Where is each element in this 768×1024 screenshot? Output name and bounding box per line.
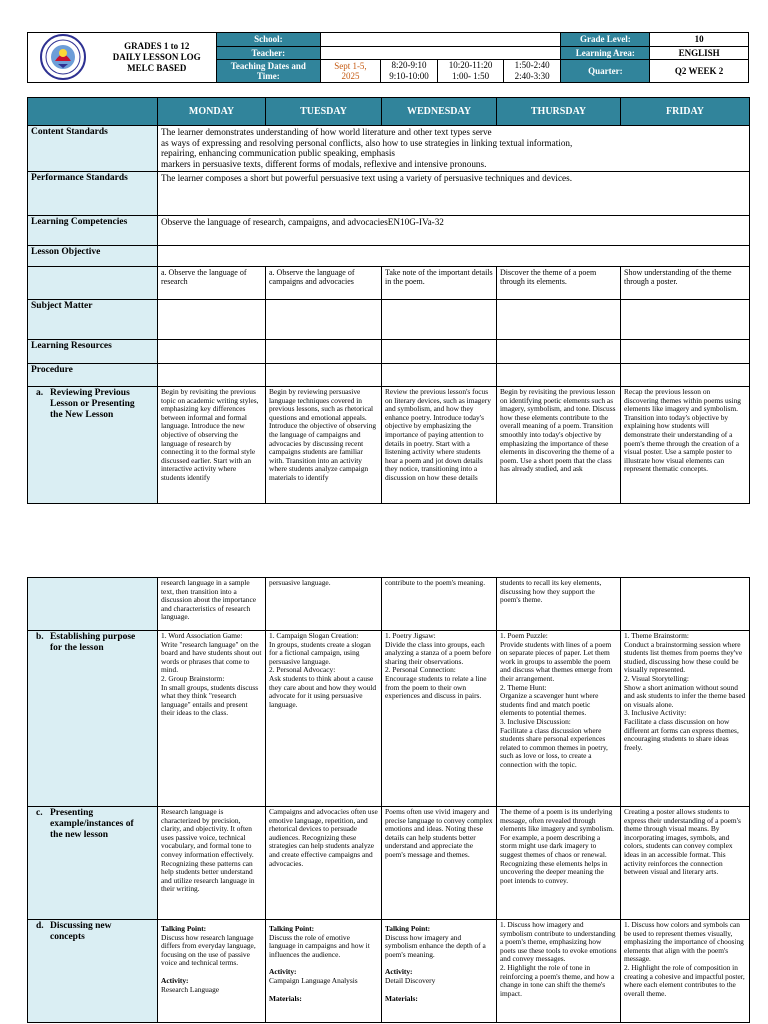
presenting-thursday — [497, 807, 621, 920]
day-header-wednesday: WEDNESDAY — [382, 98, 497, 126]
lesson-objective-label: Lesson Objective — [28, 246, 158, 267]
procedure-friday — [621, 364, 750, 387]
talking-point-tuesday: Discuss the role of emotive language in campaigns and how it influences the audience. — [269, 932, 370, 959]
presenting-letter: c. — [36, 808, 43, 818]
content-standards-text: The learner demonstrates understanding of how world literature and other text types serve as ways of expressing and resolving personal conflicts, also how to use strategies in linking textual information, repairing, enhancing communication public speaking, emphasis markers in persuasive texts, different forms of modals, reflexive and intensive pronouns. — [158, 126, 750, 172]
discussing-label — [28, 920, 158, 1023]
presenting-monday — [158, 807, 266, 920]
lesson-objective-label-spacer — [28, 267, 158, 300]
time-2: 9:10-10:00 — [389, 71, 429, 81]
objective-wednesday: Take note of the important details in the poem. — [382, 267, 497, 300]
talking-point-monday: Discuss how research language differs from everyday language, focusing on the use of passive voice and technical terms. — [161, 932, 256, 968]
activity-tuesday: Campaign Language Analysis — [269, 975, 358, 985]
time-3: 10:20-11:20 — [448, 60, 493, 70]
day-header-monday: MONDAY — [158, 98, 266, 126]
reviewing-continued-label — [28, 578, 158, 631]
establishing-tuesday — [266, 631, 382, 807]
learning-resources-thursday — [497, 340, 621, 364]
performance-standards-text: The learner composes a short but powerful persuasive text using a variety of persuasive techniques and devices. — [158, 172, 750, 216]
deped-seal-icon — [40, 34, 86, 80]
activity-monday: Research Language — [161, 984, 220, 994]
presenting-tuesday-text: Campaigns and advocacies often use emotive language, repetition, and rhetorical devices to persuade audiences. Recognizing these strategies can help students analyze and create effective campaigns and advocacies. — [269, 808, 378, 868]
reviewing-cont-thursday — [497, 578, 621, 631]
discussing-wednesday — [382, 920, 497, 1023]
reviewing-cont-monday-text: research language in a sample text, then transition into a discussion about the importance and characteristics of research language. — [161, 579, 257, 622]
talking-point-wednesday: Discuss how imagery and symbolism enhance the depth of a poem's meaning. — [385, 932, 486, 959]
talking-point-label-wednesday: Talking Point: — [385, 924, 431, 933]
reviewing-thursday — [497, 387, 621, 504]
presenting-wednesday-text: Poems often use vivid imagery and precise language to convey complex emotions and ideas. Noting these details can help students better understand and appreciate the poem's message and themes. — [385, 808, 493, 859]
discussing-friday-text: 1. Discuss how colors and symbols can be used to represent themes visually, emphasizing the importance of choosing elements that align with the poem's message. 2. Highlight the role of composition in creating a cohesive and impactful poster, where each element contributes to the overall theme. — [624, 921, 745, 998]
talking-point-label-tuesday: Talking Point: — [269, 924, 315, 933]
objective-monday: a. Observe the language of research — [158, 267, 266, 300]
quarter-label: Quarter: — [561, 60, 650, 83]
learning-resources-friday — [621, 340, 750, 364]
learning-competencies-text: Observe the language of research, campaigns, and advocaciesEN10G-IVa-32 — [158, 216, 750, 246]
time-5: 1:50-2:40 — [514, 60, 550, 70]
title-line-2: DAILY LESSON LOG — [112, 52, 201, 62]
performance-standards-label: Performance Standards — [28, 172, 158, 216]
reviewing-cont-tuesday — [266, 578, 382, 631]
learning-competencies-label: Learning Competencies — [28, 216, 158, 246]
reviewing-cont-wednesday-text: contribute to the poem's meaning. — [385, 579, 486, 587]
activity-label-tuesday: Activity: — [269, 967, 297, 977]
learning-area-value: ENGLISH — [650, 46, 749, 60]
reviewing-wednesday-text: Review the previous lesson's focus on literary devices, such as imagery and symbolism, and how they enhance poetry. Introduce today's objective by emphasizing the importance of paying attention to details in poetry. Start with a listening activity where students hear a poem and jot down details they notice, transitioning into a discussion on how these details — [385, 388, 491, 482]
content-standards-label: Content Standards — [28, 126, 158, 172]
discussing-letter: d. — [36, 921, 44, 931]
reviewing-monday — [158, 387, 266, 504]
establishing-wednesday-text: 1. Poetry Jigsaw: Divide the class into groups, each analyzing a stanza of a poem before sharing their observations. 2. Personal Connection: Encourage students to relate a line from the poem to their own experiences and discuss in pairs. — [385, 632, 492, 701]
presenting-friday — [621, 807, 750, 920]
activity-wednesday: Detail Discovery — [385, 975, 436, 985]
establishing-label — [28, 631, 158, 807]
discussing-tuesday — [266, 920, 382, 1023]
establishing-friday — [621, 631, 750, 807]
title-line-3: MELC BASED — [127, 63, 187, 73]
time-6: 2:40-3:30 — [514, 71, 550, 81]
procedure-monday — [158, 364, 266, 387]
procedure-label: Procedure — [28, 364, 158, 387]
day-header-tuesday: TUESDAY — [266, 98, 382, 126]
learning-resources-wednesday — [382, 340, 497, 364]
discussing-thursday-text: 1. Discuss how imagery and symbolism contribute to understanding a poem's theme, emphasizing how poets use these tools to evoke emotions and convey messages. 2. Highlight the role of tone in reinforcing a poem's theme, and how a change in tone can shift the theme's impact. — [500, 921, 617, 998]
school-label: School: — [216, 33, 321, 47]
time-1: 8:20-9:10 — [391, 60, 427, 70]
reviewing-cont-wednesday — [382, 578, 497, 631]
establishing-friday-text: 1. Theme Brainstorm: Conduct a brainstorming session where students list themes from poems they've studied, discussing how these could be visually represented. 2. Visual Storytelling: Show a short animation without sound and ask students to infer the theme based on visuals alone. 3. Inclusive Activity: Facilitate a class discussion on how different art forms can express themes, encouraging students to share ideas freely. — [624, 632, 746, 752]
presenting-text: Presenting example/instances of the new lesson — [50, 808, 134, 840]
teaching-dates-label: Teaching Dates and Time: — [216, 60, 321, 83]
reviewing-cont-thursday-text: students to recall its key elements, discussing how they support the poem's theme. — [500, 579, 602, 605]
day-header-friday: FRIDAY — [621, 98, 750, 126]
grade-level-value: 10 — [650, 33, 749, 47]
day-header-blank — [28, 98, 158, 126]
activity-label-monday: Activity: — [161, 975, 189, 985]
presenting-monday-text: Research language is characterized by precision, clarity, and objectivity. It often uses passive voice, technical vocabulary, and formal tone to convey information effectively. Recognizing these patterns can help students better understand and utilize research language in their writing. — [161, 808, 255, 894]
title-line-1: GRADES 1 to 12 — [124, 41, 190, 51]
schedule-slot-2 — [438, 60, 504, 83]
lesson-log-table-page-2 — [27, 577, 750, 1023]
teacher-value — [321, 46, 561, 60]
presenting-thursday-text: The theme of a poem is its underlying message, often revealed through elements like imagery and symbolism. For example, a poem describing a storm might use dark imagery to suggest themes of chaos or renewal. Recognizing these elements helps in uncovering the deeper meaning the poet intends to convey. — [500, 808, 614, 885]
procedure-tuesday — [266, 364, 382, 387]
procedure-wednesday — [382, 364, 497, 387]
subject-matter-thursday — [497, 300, 621, 340]
discussing-friday — [621, 920, 750, 1023]
learning-resources-monday — [158, 340, 266, 364]
establishing-monday — [158, 631, 266, 807]
reviewing-cont-friday-text — [624, 579, 746, 629]
time-4: 1:00- 1:50 — [451, 71, 490, 81]
establishing-monday-text: 1. Word Association Game: Write "research language" on the board and have students shout out words or phrases that come to mind. 2. Group Brainstorm: In small groups, students discuss what they think "research language" entails and present their ideas to the class. — [161, 632, 262, 718]
discussing-text: Discussing new concepts — [50, 921, 112, 942]
teacher-label: Teacher: — [216, 46, 321, 60]
lesson-objective-blank — [158, 246, 750, 267]
reviewing-friday — [621, 387, 750, 504]
header-table — [27, 32, 749, 83]
reviewing-text: Reviewing Previous Lesson or Presenting the New Lesson — [50, 388, 135, 420]
materials-label-wednesday: Materials: — [385, 993, 418, 1003]
presenting-tuesday — [266, 807, 382, 920]
reviewing-monday-text: Begin by revisiting the previous topic on academic writing styles, emphasizing key differences between informal and formal language. Introduce the new objective of observing the language of research by connecting it to the formal style discussed earlier. Start with an interactive activity where students identify — [161, 388, 259, 482]
talking-point-label-monday: Talking Point: — [161, 924, 207, 933]
reviewing-tuesday — [266, 387, 382, 504]
subject-matter-friday — [621, 300, 750, 340]
discussing-thursday — [497, 920, 621, 1023]
procedure-thursday — [497, 364, 621, 387]
dll-title — [98, 33, 216, 83]
learning-resources-tuesday — [266, 340, 382, 364]
reviewing-tuesday-text: Begin by reviewing persuasive language techniques covered in previous lessons, such as rhetorical questions and emotional appeals. Introduce the objective of observing the language of campaigns and advocacies by discussing recent campaigns students are familiar with. Transition into an activity where students analyze campaign materials to identify — [269, 388, 377, 482]
reviewing-cont-friday — [621, 578, 750, 631]
establishing-letter: b. — [36, 632, 44, 642]
objective-tuesday: a. Observe the language of campaigns and advocacies — [266, 267, 382, 300]
reviewing-letter: a. — [36, 388, 44, 398]
school-value — [321, 33, 561, 47]
subject-matter-monday — [158, 300, 266, 340]
objective-friday: Show understanding of the theme through a poster. — [621, 267, 750, 300]
objective-thursday: Discover the theme of a poem through its elements. — [497, 267, 621, 300]
teaching-dates-value: Sept 1-5, 2025 — [321, 60, 381, 83]
activity-label-wednesday: Activity: — [385, 967, 413, 977]
learning-area-label: Learning Area: — [561, 46, 650, 60]
presenting-friday-text: Creating a poster allows students to express their understanding of a poem's theme through visual means. By incorporating images, symbols, and colors, students can convey complex ideas in an accessible format. This activity reinforces the connection between visual and literary arts. — [624, 808, 741, 877]
subject-matter-wednesday — [382, 300, 497, 340]
reviewing-thursday-text: Begin by revisiting the previous lesson on identifying poetic elements such as imagery, symbolism, and tone. Discuss how these elements contribute to the overall meaning of a poem. Transition smoothly into today's objective by emphasizing the importance of these elements in discovering the theme of a poem. Use a short poem that the class has already studied, and ask — [500, 388, 616, 474]
reviewing-label — [28, 387, 158, 504]
grade-level-label: Grade Level: — [561, 33, 650, 47]
deped-seal — [28, 33, 98, 83]
establishing-text: Establishing purpose for the lesson — [50, 632, 136, 653]
learning-resources-label: Learning Resources — [28, 340, 158, 364]
quarter-value: Q2 WEEK 2 — [650, 60, 749, 83]
establishing-tuesday-text: 1. Campaign Slogan Creation: In groups, students create a slogan for a fictional campaign, using persuasive language. 2. Personal Advocacy: Ask students to think about a cause they care about and how they would advocate for it using persuasive language. — [269, 632, 377, 709]
schedule-slot-3 — [503, 60, 561, 83]
establishing-wednesday — [382, 631, 497, 807]
presenting-wednesday — [382, 807, 497, 920]
schedule-slot-1 — [380, 60, 438, 83]
establishing-thursday — [497, 631, 621, 807]
discussing-monday — [158, 920, 266, 1023]
lesson-log-table-page-1 — [27, 97, 750, 504]
reviewing-cont-monday — [158, 578, 266, 631]
reviewing-cont-tuesday-text: persuasive language. — [269, 579, 331, 587]
day-header-thursday: THURSDAY — [497, 98, 621, 126]
presenting-label — [28, 807, 158, 920]
subject-matter-tuesday — [266, 300, 382, 340]
establishing-thursday-text: 1. Poem Puzzle: Provide students with lines of a poem on separate pieces of paper. Let them work in groups to assemble the poem and discuss what themes emerge from their arrangement. 2. Theme Hunt: Organize a scavenger hunt where students find and match poetic elements to potential themes. 3. Inclusive Discussion: Facilitate a class discussion where students share personal experiences related to common themes in poetry, such as love or loss, to create a connection with the topic. — [500, 632, 613, 769]
subject-matter-label: Subject Matter — [28, 300, 158, 340]
reviewing-friday-text: Recap the previous lesson on discovering themes within poems using elements like imagery and symbolism. Transition into today's objective by explaining how students will demonstrate their understanding of a poem's theme through the creation of a visual poster. Use a sample poster to illustrate how visual elements can represent thematic concepts. — [624, 388, 742, 474]
reviewing-wednesday — [382, 387, 497, 504]
materials-label-tuesday: Materials: — [269, 993, 302, 1003]
